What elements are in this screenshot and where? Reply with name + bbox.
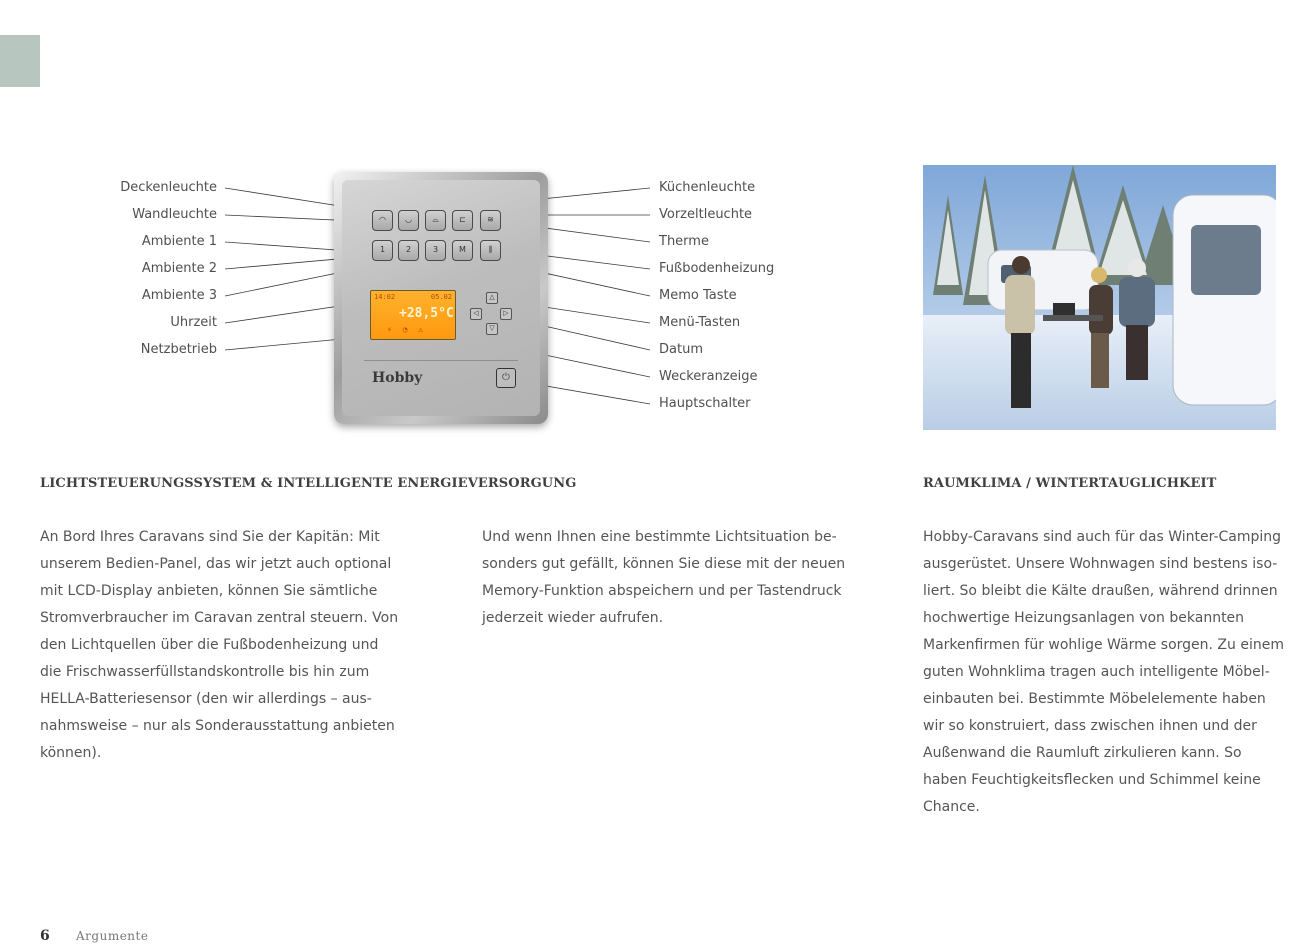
text-line: wir so konstruiert, dass zwischen ihnen und der [923,718,1257,734]
awning-light-icon: ⊏ [452,210,473,231]
callout-fussbodenheizung: Fußbodenheizung [659,261,775,276]
lcd-status-icons: ⚡ ◔ ⚠ [387,325,427,334]
ambient-3-label: 3 [432,245,439,254]
text-line: unserem Bedien-Panel, das wir jetzt auch optional [40,556,392,572]
callout-ambiente-2: Ambiente 2 [141,261,217,276]
menu-right-icon: ▷ [500,308,512,320]
panel-brand-logo: Hobby [372,370,423,386]
lcd-temperature: +28,5°C [399,306,454,321]
panel-divider [364,360,518,361]
menu-left-icon: ◁ [470,308,482,320]
memo-button [452,240,473,261]
page-number: 6 [40,928,50,944]
text-line: liert. So bleibt die Kälte draußen, während drinnen [923,583,1278,599]
winter-camping-photo-graphic [923,165,1276,430]
memo-label: M [459,245,466,254]
text-line: Und wenn Ihnen eine bestimmte Lichtsituation be- [482,529,837,545]
text-line: den Lichtquellen über die Fußbodenheizung und [40,637,379,653]
menu-down-icon: ▽ [486,323,498,335]
text-line: mit LCD-Display anbieten, können Sie sämtliche [40,583,378,599]
text-line: einbauten bei. Bestimmte Möbelelemente haben [923,691,1266,707]
text-line: An Bord Ihres Caravans sind Sie der Kapitän: Mit [40,529,380,545]
climate-text-column [923,524,1284,821]
ambient-3-button [425,240,446,261]
lighting-text-column-1 [40,524,398,767]
ambient-2-button [398,240,419,261]
lcd-time: 14:02 [374,293,396,301]
callout-ambiente-3: Ambiente 3 [141,288,217,303]
text-line: jederzeit wieder aufrufen. [482,610,664,626]
kitchen-light-icon: ⌓ [425,210,446,231]
callout-ambiente-1: Ambiente 1 [141,234,217,249]
callout-wandleuchte: Wandleuchte [132,207,217,222]
wall-light-icon: ◡ [398,210,419,231]
callout-therme: Therme [659,234,709,249]
text-line: Stromverbraucher im Caravan zentral steuern. Von [40,610,399,626]
text-line: hochwertige Heizungsanlagen von bekannten [923,610,1245,626]
callout-deckenleuchte: Deckenleuchte [120,180,217,195]
ambient-2-label: 2 [405,245,412,254]
text-line: haben Feuchtigkeitsflecken und Schimmel keine [923,772,1261,788]
callout-kuechenleuchte: Küchenleuchte [659,180,756,195]
callout-weckeranzeige: Weckeranzeige [659,369,758,384]
winter-camping-photo [923,165,1276,430]
lighting-text-column-2 [482,524,845,632]
ceiling-light-icon: ◠ [372,210,393,231]
power-icon: ⏻ [496,368,516,388]
text-line: HELLA-Batteriesensor (den wir allerdings – aus- [40,691,372,707]
lcd-date: 05.02 [430,293,452,301]
text-line: Hobby-Caravans sind auch für das Winter-Camping [923,529,1282,545]
menu-up-icon: △ [486,292,498,304]
text-line: Memory-Funktion abspeichern und per Tastendruck [482,583,842,599]
ambient-1-label: 1 [379,245,386,254]
text-line: Markenfirmen für wohlige Wärme sorgen. Zu einem [923,637,1284,653]
section-heading-climate: RAUMKLIMA / WINTERTAUGLICHKEIT [923,476,1217,491]
text-line: Chance. [923,799,980,815]
text-line: die Frischwasserfüllstandskontrolle bis hin zum [40,664,370,680]
callout-netzbetrieb: Netzbetrieb [140,342,217,357]
text-line: Außenwand die Raumluft zirkulieren kann. So [923,745,1242,761]
heater-icon: ≋ [480,210,501,231]
lcd-top-row [374,293,452,301]
text-line: können). [40,745,102,761]
callout-vorzeltleuchte: Vorzeltleuchte [659,207,753,222]
text-line: nahmsweise – nur als Sonderausstattung anbieten [40,718,395,734]
section-heading-lighting: LICHTSTEUERUNGSSYSTEM & INTELLIGENTE ENERGIEVERSORGUNG [40,476,577,491]
text-line: guten Wohnklima tragen auch intelligente Möbel- [923,664,1270,680]
text-line: sonders gut gefällt, können Sie diese mit der neuen [482,556,846,572]
text-line: ausgerüstet. Unsere Wohnwagen sind bestens iso- [923,556,1278,572]
floor-heating-icon: ⫼ [480,240,501,261]
lcd-display [370,290,456,340]
callout-hauptschalter: Hauptschalter [659,396,751,411]
ambient-1-button [372,240,393,261]
control-panel-image [334,172,548,424]
footer-section-name: Argumente [76,929,149,943]
callout-menue-tasten: Menü-Tasten [659,315,741,330]
control-panel-face [342,180,540,416]
callout-datum: Datum [659,342,703,357]
callout-memo-taste: Memo Taste [659,288,737,303]
callout-uhrzeit: Uhrzeit [170,315,217,330]
